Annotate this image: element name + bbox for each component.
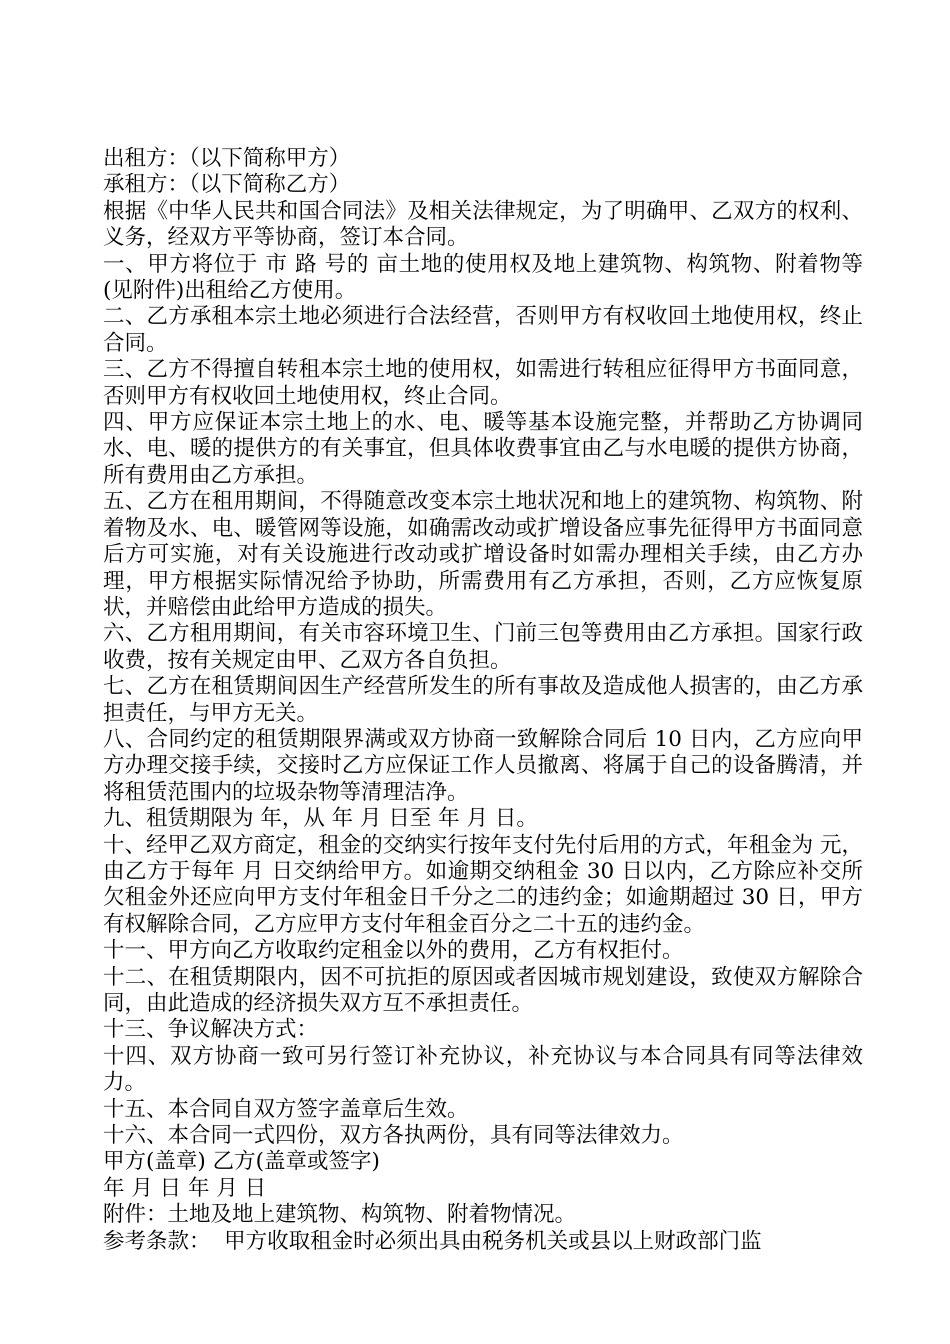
reference-clause: 参考条款： 甲方收取租金时必须出具由税务机关或县以上财政部门监 bbox=[103, 1228, 762, 1254]
lessee-line: 承租方：（以下简称乙方） bbox=[103, 172, 351, 198]
clause-16: 十六、本合同一式四份，双方各执两份，具有同等法律效力。 bbox=[103, 1123, 684, 1149]
clause-3: 三、乙方不得擅自转租本宗土地的使用权，如需进行转租应征得甲方书面同意，否则甲方有权收回土地使用权，终止合同。 bbox=[103, 357, 863, 409]
attachment-line: 附件：土地及地上建筑物、构筑物、附着物情况。 bbox=[103, 1202, 577, 1228]
clause-2: 二、乙方承租本宗土地必须进行合法经营，否则甲方有权收回土地使用权，终止合同。 bbox=[103, 304, 863, 356]
contract-body bbox=[103, 146, 863, 1255]
preamble-paragraph: 根据《中华人民共和国合同法》及相关法律规定，为了明确甲、乙双方的权利、义务，经双方平等协商，签订本合同。 bbox=[103, 198, 863, 251]
clause-10: 十、经甲乙双方商定，租金的交纳实行按年支付先付后用的方式，年租金为 元，由乙方于每年 月 日交纳给甲方。如逾期交纳租金 30 日以内，乙方除应补交所欠租金外还应向甲方支付年租金日千分之二的违约金；如逾期超过 30 日，甲方有权解除合同，乙方应甲方支付年租金百分之二十五的违约金。 bbox=[103, 832, 863, 937]
clause-7: 七、乙方在租赁期间因生产经营所发生的所有事故及造成他人损害的，由乙方承担责任，与甲方无关。 bbox=[103, 674, 863, 726]
signature-line: 甲方(盖章) 乙方(盖章或签字) bbox=[103, 1149, 380, 1175]
clause-13: 十三、争议解决方式： bbox=[103, 1017, 319, 1043]
clause-5: 五、乙方在租用期间，不得随意改变本宗土地状况和地上的建筑物、构筑物、附着物及水、电、暖管网等设施，如确需改动或扩增设备应事先征得甲方书面同意后方可实施，对有关设施进行改动或扩增设备时如需办理相关手续，由乙方办理，甲方根据实际情况给予协助，所需费用有乙方承担，否则，乙方应恢复原状，并赔偿由此给甲方造成的损失。 bbox=[103, 489, 863, 620]
lessor-line: 出租方：（以下简称甲方） bbox=[103, 146, 351, 171]
clause-8: 八、合同约定的租赁期限界满或双方协商一致解除合同后 10 日内，乙方应向甲方办理交接手续，交接时乙方应保证工作人员撤离、将属于自己的设备腾清，并将租赁范围内的垃圾杂物等清理洁净。 bbox=[103, 726, 863, 805]
clause-1: 一、甲方将位于 市 路 号的 亩土地的使用权及地上建筑物、构筑物、附着物等(见附件)出租给乙方使用。 bbox=[103, 251, 863, 304]
clause-4: 四、甲方应保证本宗土地上的水、电、暖等基本设施完整，并帮助乙方协调同水、电、暖的提供方的有关事宜，但具体收费事宜由乙与水电暖的提供方协商，所有费用由乙方承担。 bbox=[103, 410, 863, 488]
clause-15: 十五、本合同自双方签字盖章后生效。 bbox=[103, 1096, 469, 1122]
clause-12: 十二、在租赁期限内，因不可抗拒的原因或者因城市规划建设，致使双方解除合同，由此造成的经济损失双方互不承担责任。 bbox=[103, 964, 863, 1016]
clause-14: 十四、双方协商一致可另行签订补充协议，补充协议与本合同具有同等法律效力。 bbox=[103, 1043, 863, 1096]
clause-6: 六、乙方租用期间，有关市容环境卫生、门前三包等费用由乙方承担。国家行政收费，按有关规定由甲、乙双方各自负担。 bbox=[103, 621, 863, 673]
clause-9: 九、租赁期限为 年，从 年 月 日至 年 月 日。 bbox=[103, 806, 538, 832]
clause-11: 十一、甲方向乙方收取约定租金以外的费用，乙方有权拒付。 bbox=[103, 938, 684, 964]
date-line: 年 月 日 年 月 日 bbox=[103, 1175, 267, 1201]
